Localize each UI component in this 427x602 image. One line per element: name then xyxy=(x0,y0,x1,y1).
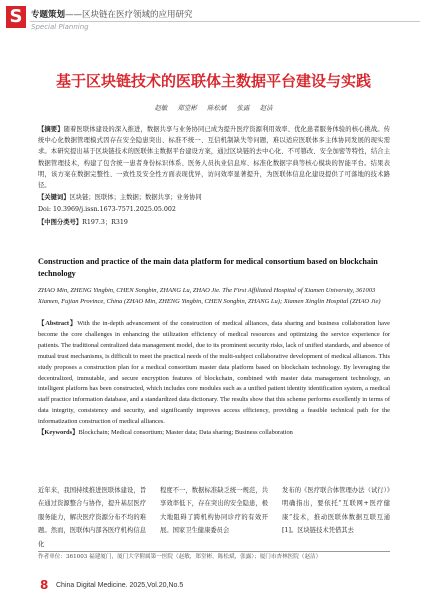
body-text xyxy=(38,484,390,550)
english-abstract-label: 【Abstract】 xyxy=(38,320,78,327)
english-authors: ZHAO Min, ZHENG Yingbin, CHEN Songbin, ZHANG Lu, ZHAO Jie. The First Affiliated Hospital of Xiamen University, 361003 Xiamen, Fujian Province, China (ZHAO Min, ZHENG Yingbin, CHEN Songbin, ZHANG Lu); Xiamen Xinglin Hospital (ZHAO Jie) xyxy=(38,287,381,305)
english-abstract-block xyxy=(38,319,390,439)
body-column-1: 近年来，我国持续推进医联体建设，旨在通过资源整合与协作，提升基层医疗服务能力，解决医疗资源分布不均的难题。然而，医联体内部各医疗机构信息化 xyxy=(38,487,146,548)
column-title xyxy=(31,8,193,20)
english-abstract-paragraph xyxy=(38,319,390,428)
doi-label: Doi: xyxy=(38,206,53,214)
classification-code: R197.3；R319 xyxy=(82,218,128,226)
english-keywords-label: 【Keywords】 xyxy=(38,429,79,437)
classification-line xyxy=(38,217,390,228)
author-affiliation-footnote: 作者单位：361003 福建厦门，厦门大学附属第一医院（赵敏，郑堂彬，陈松斌，张露）；厦门市杏林医院（赵洁） xyxy=(38,554,322,560)
english-title: Construction and practice of the main data platform for medical consortium based on blockchain technology xyxy=(38,257,378,278)
column-subtitle-en: Special Planning xyxy=(31,23,89,31)
page-number: 8 xyxy=(40,578,49,592)
abstract-text: 随着医联体建设的深入推进，数据共享与业务协同已成为提升医疗资源利用效率、优化患者服务体验的核心挑战。传统中心化数据管理模式因存在安全隐患突出、标准不统一、互信机制缺失等问题，难以适应医联体多主体协同发展的现实需求。本研究提出基于区块链技术的医联体主数据平台建设方案，通过区块链的去中心化、不可篡改、安全加密等特性，结合主数据管理技术，构建了包含统一患者身份标识体系、医务人员执业信息库、标准化数据字典等核心模块的智能平台。结果表明，该方案在数据完整性、一致性及安全性方面表现优异，访问效率显著提升，为医联体信息化建设提供了可落地的技术路径。 xyxy=(38,126,391,190)
english-keywords-line xyxy=(38,428,390,439)
header-divider xyxy=(30,21,420,22)
footnote-divider xyxy=(38,551,390,552)
journal-citation: China Digital Medicine. 2025,Vol.20,No.5 xyxy=(56,582,184,589)
column-name: 专题策划 xyxy=(31,10,66,20)
page-header xyxy=(0,0,427,40)
doi-value: 10.3969/j.issn.1673-7571.2025.05.002 xyxy=(52,206,176,214)
keywords-line xyxy=(38,192,390,203)
doi-line xyxy=(38,204,390,215)
column-separator: —— xyxy=(65,10,83,20)
chinese-abstract-block xyxy=(38,124,390,228)
keywords-text: 区块链；医联体；主数据；数据共享；业务协同 xyxy=(69,194,202,202)
column-topic: 区块链在医疗领域的应用研究 xyxy=(82,10,193,20)
abstract-paragraph xyxy=(38,124,390,191)
body-column-3: 发布的《医疗联合体管理办法（试行）》明确指出，要依托“互联网+医疗健康”技术，推动医联体数据互联互通[1]。区块链技术凭借其去 xyxy=(282,487,390,535)
article-authors: 赵敏 郑堂彬 陈松斌 张露 赵洁 xyxy=(154,104,273,112)
english-abstract-text: With the in-depth advancement of the construction of medical alliances, data sharing and business collaboration have become the core challenges in enhancing the utilization efficiency of medical resources and optimizing the service experience for patients. The traditional centralized data management model, due to its prominent security risks, lack of unified standards, and absence of mutual trust mechanisms, is difficult to meet the practical needs of the multi-subject collaborative development of medical alliances. This study proposes a construction plan for a medical consortium master data platform based on blockchain technology. By leveraging the decentralized, immutable, and secure encryption features of blockchain, combined with master data management technology, an intelligent platform has been constructed, which includes core modules such as a unified patient identity identification system, a medical staff practice information database, and a standardized data dictionary. The results show that this scheme performs excellently in terms of data integrity, consistency and security, and significantly improves access efficiency, providing a feasible technical path for the informatization construction of medical alliances. xyxy=(38,320,391,426)
abstract-label: 【摘要】 xyxy=(38,126,64,133)
classification-label: 【中图分类号】 xyxy=(38,218,83,226)
column-logo: S xyxy=(6,6,26,28)
english-keywords-text: Blockchain; Medical consortium; Master data; Data sharing; Business collaboration xyxy=(78,429,293,437)
body-column-2: 程度不一，数据标准缺乏统一规范，共享效率低下，存在突出的安全隐患，极大地阻碍了跨机构协同诊疗的有效开展。国家卫生健康委员会 xyxy=(160,487,268,535)
keywords-label: 【关键词】 xyxy=(38,194,70,202)
article-title: 基于区块链技术的医联体主数据平台建设与实践 xyxy=(55,72,371,90)
